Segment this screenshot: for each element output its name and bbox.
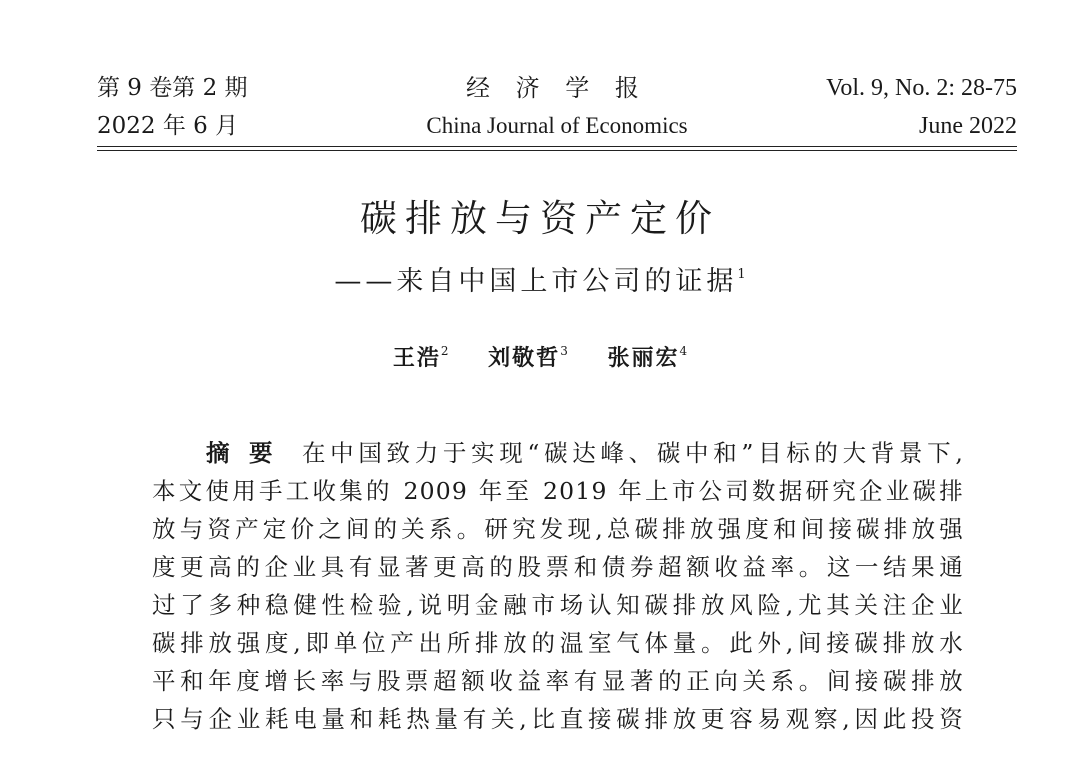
abstract [152, 434, 964, 738]
author [607, 344, 688, 371]
citation-info: Vol. 9, No. 2: 28-75 [826, 75, 1017, 101]
journal-name-en: China Journal of Economics [426, 113, 688, 138]
volume-issue-cn: 第 9 卷第 2 期 [97, 75, 248, 101]
subtitle-text: ——来自中国上市公司的证据 [334, 266, 738, 297]
abstract-line: 本文使用手工收集的 2009 年至 2019 年上市公司数据研究企业碳排 [152, 477, 964, 505]
footnote-marker: 4 [679, 344, 688, 358]
journal-header-top [97, 76, 1017, 100]
abstract-line: 放与资产定价之间的关系。研究发现,总碳排放强度和间接碳排放强 [152, 515, 964, 543]
header-rule-top [97, 146, 1017, 147]
paper-title: 碳排放与资产定价 [360, 197, 720, 240]
paper-subtitle [0, 268, 1080, 295]
abstract-text: 在中国致力于实现“碳达峰、碳中和”目标的大背景下, [301, 439, 964, 467]
abstract-label: 摘要 [206, 439, 292, 467]
journal-name-cn: 经 济 学 报 [466, 74, 648, 102]
abstract-line: 碳排放强度,即单位产出所排放的温室气体量。此外,间接碳排放水 [152, 629, 964, 657]
author-name: 刘敬哲 [488, 345, 561, 371]
publication-date-cn: 2022 年 6 月 [97, 113, 239, 139]
abstract-line: 平和年度增长率与股票超额收益率有显著的正向关系。间接碳排放 [152, 667, 964, 695]
author [392, 344, 449, 371]
abstract-line: 过了多种稳健性检验,说明金融市场认知碳排放风险,尤其关注企业 [152, 591, 964, 619]
journal-header-bottom [97, 114, 1017, 138]
header-rule-bottom [97, 150, 1017, 151]
abstract-line: 只与企业耗电量和耗热量有关,比直接碳排放更容易观察,因此投资 [152, 705, 964, 733]
footnote-marker: 2 [440, 344, 449, 358]
author [488, 344, 568, 371]
footnote-marker: 3 [560, 344, 568, 358]
author-name: 王浩 [392, 345, 441, 371]
author-list [0, 344, 1080, 371]
abstract-line [152, 434, 964, 472]
publication-date-en: June 2022 [919, 113, 1017, 139]
author-name: 张丽宏 [607, 345, 680, 371]
footnote-marker: 1 [737, 267, 746, 282]
abstract-line: 度更高的企业具有显著更高的股票和债券超额收益率。这一结果通 [152, 553, 964, 581]
